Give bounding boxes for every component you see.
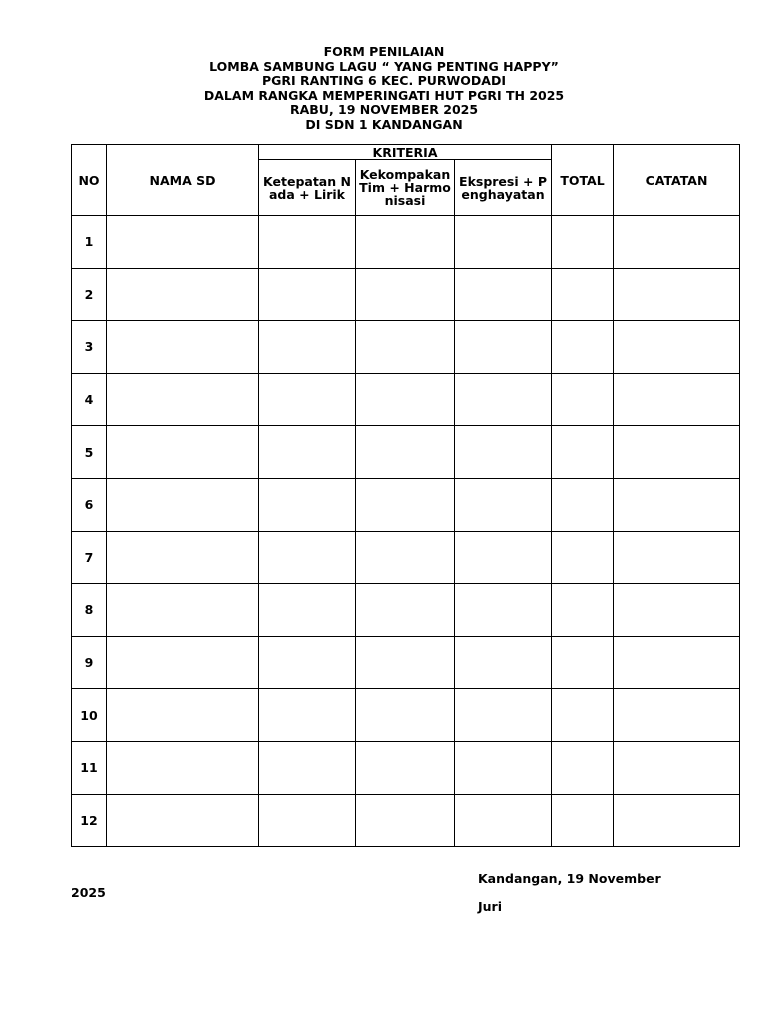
table-row xyxy=(72,741,740,794)
table-row xyxy=(72,321,740,374)
ketepatan-cell[interactable] xyxy=(259,268,356,321)
kekompakan-cell[interactable] xyxy=(356,478,455,531)
nama-sd-cell[interactable] xyxy=(107,268,259,321)
total-cell[interactable] xyxy=(552,373,614,426)
kekompakan-cell[interactable] xyxy=(356,373,455,426)
total-cell[interactable] xyxy=(552,689,614,742)
total-cell[interactable] xyxy=(552,531,614,584)
row-number: 1 xyxy=(72,216,107,269)
judge-label: Juri xyxy=(478,899,502,914)
row-number: 11 xyxy=(72,741,107,794)
row-number: 10 xyxy=(72,689,107,742)
catatan-cell[interactable] xyxy=(614,321,740,374)
total-cell[interactable] xyxy=(552,321,614,374)
col-header-nama-sd: NAMA SD xyxy=(107,145,259,216)
kekompakan-cell[interactable] xyxy=(356,216,455,269)
col-header-ketepatan: Ketepatan Nada + Lirik xyxy=(259,160,356,216)
catatan-cell[interactable] xyxy=(614,741,740,794)
col-header-ekspresi: Ekspresi + Penghayatan xyxy=(455,160,552,216)
col-header-total: TOTAL xyxy=(552,145,614,216)
nama-sd-cell[interactable] xyxy=(107,689,259,742)
event-name: LOMBA SAMBUNG LAGU “ YANG PENTING HAPPY” xyxy=(209,58,559,74)
catatan-cell[interactable] xyxy=(614,216,740,269)
row-number: 3 xyxy=(72,321,107,374)
catatan-cell[interactable] xyxy=(614,268,740,321)
form-header xyxy=(0,45,768,132)
nama-sd-cell[interactable] xyxy=(107,478,259,531)
kekompakan-cell[interactable] xyxy=(356,794,455,847)
catatan-cell[interactable] xyxy=(614,373,740,426)
row-number: 12 xyxy=(72,794,107,847)
nama-sd-cell[interactable] xyxy=(107,741,259,794)
ketepatan-cell[interactable] xyxy=(259,321,356,374)
catatan-cell[interactable] xyxy=(614,478,740,531)
ekspresi-cell[interactable] xyxy=(455,321,552,374)
total-cell[interactable] xyxy=(552,478,614,531)
nama-sd-cell[interactable] xyxy=(107,584,259,637)
ekspresi-cell[interactable] xyxy=(455,689,552,742)
ekspresi-cell[interactable] xyxy=(455,794,552,847)
row-number: 6 xyxy=(72,478,107,531)
signature-year: 2025 xyxy=(71,885,106,900)
row-number: 7 xyxy=(72,531,107,584)
total-cell[interactable] xyxy=(552,216,614,269)
table-row xyxy=(72,636,740,689)
kekompakan-cell[interactable] xyxy=(356,321,455,374)
ekspresi-cell[interactable] xyxy=(455,478,552,531)
ekspresi-cell[interactable] xyxy=(455,741,552,794)
table-row xyxy=(72,426,740,479)
form-title: FORM PENILAIAN xyxy=(323,44,445,59)
catatan-cell[interactable] xyxy=(614,584,740,637)
ketepatan-cell[interactable] xyxy=(259,216,356,269)
total-cell[interactable] xyxy=(552,426,614,479)
ketepatan-cell[interactable] xyxy=(259,584,356,637)
event-location: DI SDN 1 KANDANGAN xyxy=(305,116,463,132)
total-cell[interactable] xyxy=(552,741,614,794)
ekspresi-cell[interactable] xyxy=(455,216,552,269)
nama-sd-cell[interactable] xyxy=(107,373,259,426)
nama-sd-cell[interactable] xyxy=(107,636,259,689)
col-header-kekompakan: Kekompakan Tim + Harmonisasi xyxy=(356,160,455,216)
nama-sd-cell[interactable] xyxy=(107,216,259,269)
ketepatan-cell[interactable] xyxy=(259,794,356,847)
nama-sd-cell[interactable] xyxy=(107,531,259,584)
ekspresi-cell[interactable] xyxy=(455,531,552,584)
catatan-cell[interactable] xyxy=(614,636,740,689)
nama-sd-cell[interactable] xyxy=(107,321,259,374)
col-header-no: NO xyxy=(72,145,107,216)
table-row xyxy=(72,478,740,531)
kekompakan-cell[interactable] xyxy=(356,741,455,794)
table-row xyxy=(72,689,740,742)
total-cell[interactable] xyxy=(552,794,614,847)
nama-sd-cell[interactable] xyxy=(107,794,259,847)
kekompakan-cell[interactable] xyxy=(356,689,455,742)
total-cell[interactable] xyxy=(552,268,614,321)
col-header-kriteria: KRITERIA xyxy=(259,145,552,160)
ketepatan-cell[interactable] xyxy=(259,741,356,794)
kekompakan-cell[interactable] xyxy=(356,531,455,584)
kekompakan-cell[interactable] xyxy=(356,268,455,321)
kekompakan-cell[interactable] xyxy=(356,636,455,689)
nama-sd-cell[interactable] xyxy=(107,426,259,479)
ketepatan-cell[interactable] xyxy=(259,478,356,531)
event-date: RABU, 19 NOVEMBER 2025 xyxy=(289,102,479,117)
ketepatan-cell[interactable] xyxy=(259,531,356,584)
ekspresi-cell[interactable] xyxy=(455,636,552,689)
table-row xyxy=(72,216,740,269)
place-date: Kandangan, 19 November xyxy=(478,871,661,886)
col-header-catatan: CATATAN xyxy=(614,145,740,216)
score-table xyxy=(71,144,740,847)
ekspresi-cell[interactable] xyxy=(455,373,552,426)
catatan-cell[interactable] xyxy=(614,689,740,742)
organizer: PGRI RANTING 6 KEC. PURWODADI xyxy=(261,73,507,88)
row-number: 9 xyxy=(72,636,107,689)
row-number: 4 xyxy=(72,373,107,426)
occasion: DALAM RANGKA MEMPERINGATI HUT PGRI TH 2025 xyxy=(203,87,565,103)
kekompakan-cell[interactable] xyxy=(356,584,455,637)
table-row xyxy=(72,584,740,637)
table-row xyxy=(72,794,740,847)
table-row xyxy=(72,531,740,584)
row-number: 8 xyxy=(72,584,107,637)
ketepatan-cell[interactable] xyxy=(259,689,356,742)
ketepatan-cell[interactable] xyxy=(259,426,356,479)
ketepatan-cell[interactable] xyxy=(259,373,356,426)
total-cell[interactable] xyxy=(552,636,614,689)
total-cell[interactable] xyxy=(552,584,614,637)
catatan-cell[interactable] xyxy=(614,531,740,584)
ketepatan-cell[interactable] xyxy=(259,636,356,689)
ekspresi-cell[interactable] xyxy=(455,268,552,321)
ekspresi-cell[interactable] xyxy=(455,584,552,637)
ekspresi-cell[interactable] xyxy=(455,426,552,479)
catatan-cell[interactable] xyxy=(614,426,740,479)
row-number: 5 xyxy=(72,426,107,479)
row-number: 2 xyxy=(72,268,107,321)
table-row xyxy=(72,268,740,321)
table-row xyxy=(72,373,740,426)
catatan-cell[interactable] xyxy=(614,794,740,847)
kekompakan-cell[interactable] xyxy=(356,426,455,479)
